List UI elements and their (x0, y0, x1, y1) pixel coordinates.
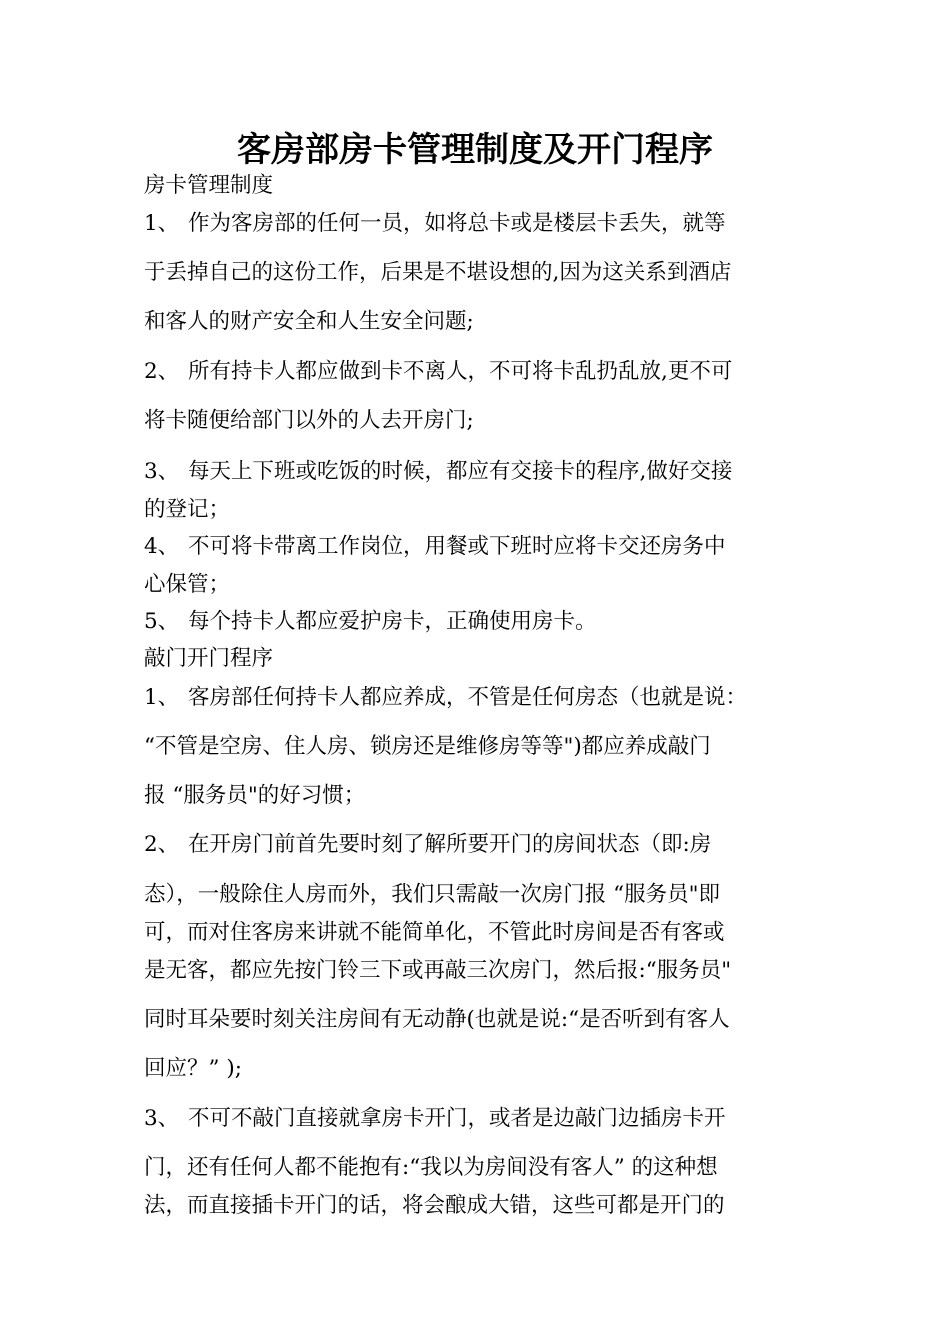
list-item-text: 客房部任何持卡人都应养成，不管是任何房态（也就是说： (188, 685, 748, 710)
list-item-line: 回应？” ); (144, 1056, 242, 1081)
list-item-text: 不可不敲门直接就拿房卡开门，或者是边敲门边插房卡开 (188, 1106, 726, 1131)
list-item-line: 同时耳朵要时刻关注房间有无动静(也就是说:“是否听到有客人 (144, 1007, 730, 1032)
section-heading-knock-open: 敲门开门程序 (144, 646, 274, 671)
list-item-number: 4、 (144, 534, 180, 559)
list-item-line: 报 “服务员"的好习惯； (144, 783, 366, 808)
list-item-line: 是无客，都应先按门铃三下或再敲三次房门，然后报:“服务员" (144, 958, 732, 983)
list-item-number: 1、 (144, 685, 180, 710)
section-heading-card-management: 房卡管理制度 (144, 173, 274, 198)
list-item-line: “不管是空房、住人房、锁房还是维修房等等")都应养成敲门 (144, 734, 711, 759)
list-item-line (144, 606, 597, 638)
list-item-line: 将卡随便给部门以外的人去开房门; (144, 408, 474, 433)
list-item-line (144, 456, 732, 488)
list-item-line (144, 1103, 726, 1135)
list-item-line: 和客人的财产安全和人生安全问题; (144, 309, 474, 334)
list-item-text: 每个持卡人都应爱护房卡，正确使用房卡。 (188, 609, 597, 634)
list-item-number: 2、 (144, 359, 180, 384)
list-item-line: 于丢掉自己的这份工作，后果是不堪设想的,因为这关系到酒店 (144, 260, 732, 285)
list-item-line (144, 829, 711, 861)
list-item-text: 作为客房部的任何一员，如将总卡或是楼层卡丢失，就等 (188, 211, 726, 236)
list-item-number: 5、 (144, 609, 180, 634)
list-item-line (144, 208, 726, 240)
list-item-line: 门，还有任何人都不能抱有:“我以为房间没有客人” 的这种想 (144, 1155, 718, 1180)
list-item-line: 心保管； (144, 572, 231, 597)
list-item-number: 1、 (144, 211, 180, 236)
list-item-line (144, 356, 732, 388)
document-title: 客房部房卡管理制度及开门程序 (237, 130, 713, 170)
list-item-number: 2、 (144, 832, 180, 857)
list-item-line (144, 531, 726, 563)
list-item-number: 3、 (144, 1106, 180, 1131)
list-item-line: 可，而对住客房来讲就不能简单化，不管此时房间是否有客或 (144, 920, 725, 945)
list-item-text: 不可将卡带离工作岗位，用餐或下班时应将卡交还房务中 (188, 534, 726, 559)
list-item-line (144, 682, 747, 714)
list-item-text: 在开房门前首先要时刻了解所要开门的房间状态（即:房 (188, 832, 712, 857)
list-item-line: 法，而直接插卡开门的话，将会酿成大错，这些可都是开门的 (144, 1193, 725, 1218)
list-item-line: 的登记； (144, 497, 231, 522)
list-item-number: 3、 (144, 459, 180, 484)
list-item-text: 所有持卡人都应做到卡不离人，不可将卡乱扔乱放,更不可 (188, 359, 733, 384)
list-item-text: 每天上下班或吃饭的时候，都应有交接卡的程序,做好交接 (188, 459, 733, 484)
list-item-line: 态），一般除住人房而外，我们只需敲一次房门报 “服务员"即 (144, 882, 720, 907)
